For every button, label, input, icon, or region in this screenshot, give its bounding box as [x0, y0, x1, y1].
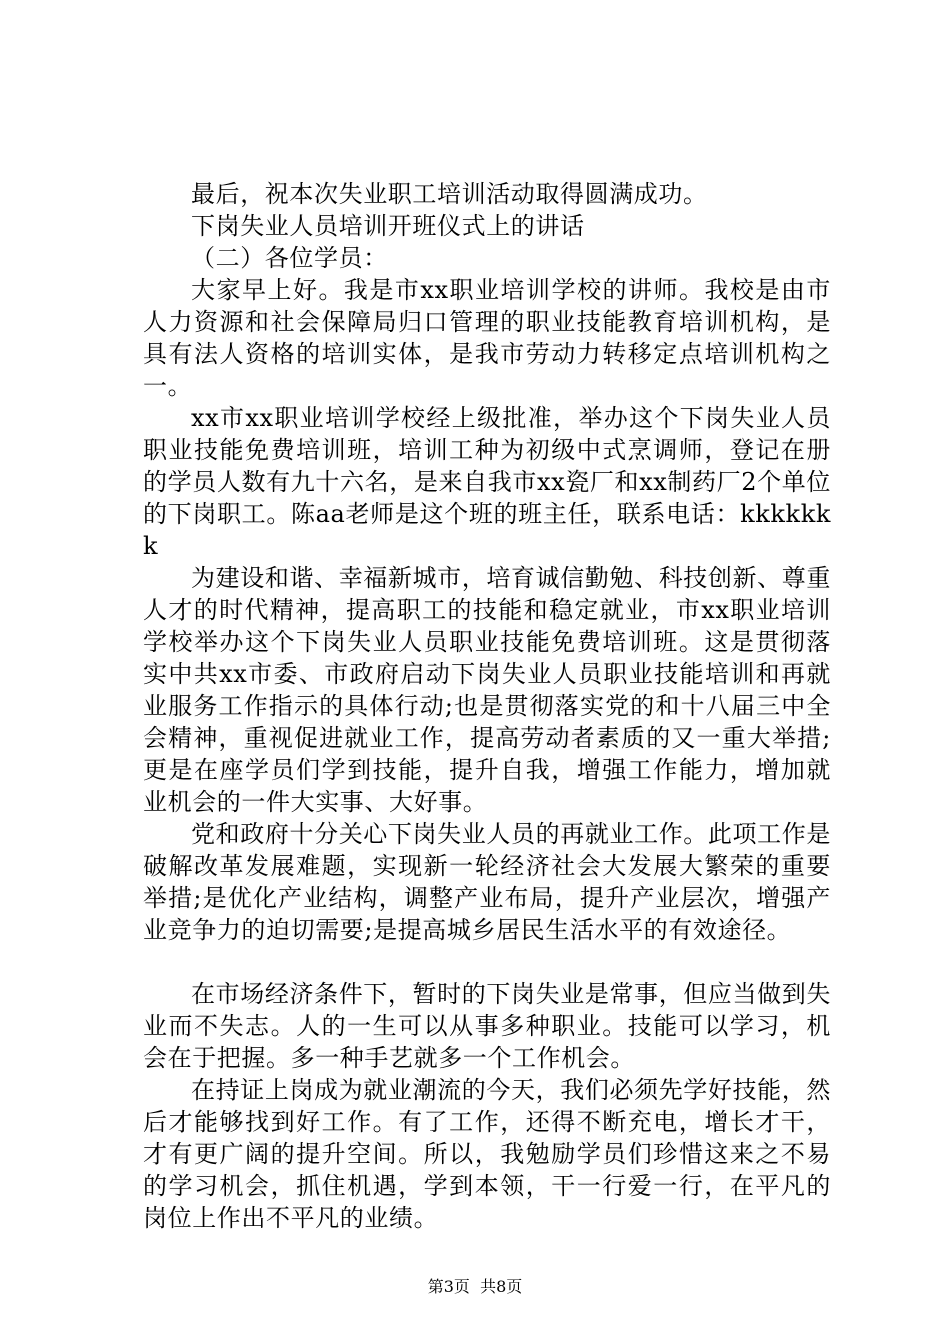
paragraph-introduction: 大家早上好。我是市xx职业培训学校的讲师。我校是由市人力资源和社会保障局归口管理的职业技能教育培训机构，是具有法人资格的培训实体，是我市劳动力转移定点培训机构之一。 — [143, 276, 831, 400]
paragraph-purpose: 为建设和谐、幸福新城市，培育诚信勤勉、科技创新、尊重人才的时代精神，提高职工的技能和稳定就业，市xx职业培训学校举办这个下岗失业人员职业技能免费培训班。这是贯彻落实中共xx市委、市政府启动下岗失业人员职业技能培训和再就业服务工作指示的具体行动;也是贯彻落实党的和十八届三中全会精神，重视促进就业工作，提高劳动者素质的又一重大举措;更是在座学员们学到技能，提升自我，增强工作能力，增加就业机会的一件大实事、大好事。 — [143, 564, 831, 816]
paragraph-closing-wish: 最后，祝本次失业职工培训活动取得圆满成功。 — [191, 180, 708, 208]
page-number-label: 第3页 共8页 — [427, 1277, 523, 1296]
page-footer — [0, 1277, 950, 1297]
paragraph-market-economy: 在市场经济条件下，暂时的下岗失业是常事，但应当做到失业而不失志。人的一生可以从事多种职业。技能可以学习，机会在于把握。多一种手艺就多一个工作机会。 — [143, 980, 831, 1072]
paragraph-government-concern: 党和政府十分关心下岗失业人员的再就业工作。此项工作是破解改革发展难题，实现新一轮经济社会大发展大繁荣的重要举措;是优化产业结构，调整产业布局，提升产业层次，增强产业竞争力的迫切需要;是提高城乡居民生活水平的有效途径。 — [143, 820, 831, 944]
document-body — [143, 178, 831, 1234]
speech-salutation: （二）各位学员： — [191, 244, 388, 272]
paragraph-encouragement: 在持证上岗成为就业潮流的今天，我们必须先学好技能，然后才能够找到好工作。有了工作，还得不断充电，增长才干，才有更广阔的提升空间。所以，我勉励学员们珍惜这来之不易的学习机会，抓住机遇，学到本领，干一行爱一行，在平凡的岗位上作出不平凡的业绩。 — [143, 1076, 831, 1232]
speech-title: 下岗失业人员培训开班仪式上的讲话 — [191, 212, 585, 240]
paragraph-class-info: xx市xx职业培训学校经上级批准，举办这个下岗失业人员职业技能免费培训班，培训工种为初级中式烹调师，登记在册的学员人数有九十六名，是来自我市xx瓷厂和xx制药厂2个单位的下岗职工。陈aa老师是这个班的班主任，联系电话：kkkkkkk — [143, 404, 831, 560]
